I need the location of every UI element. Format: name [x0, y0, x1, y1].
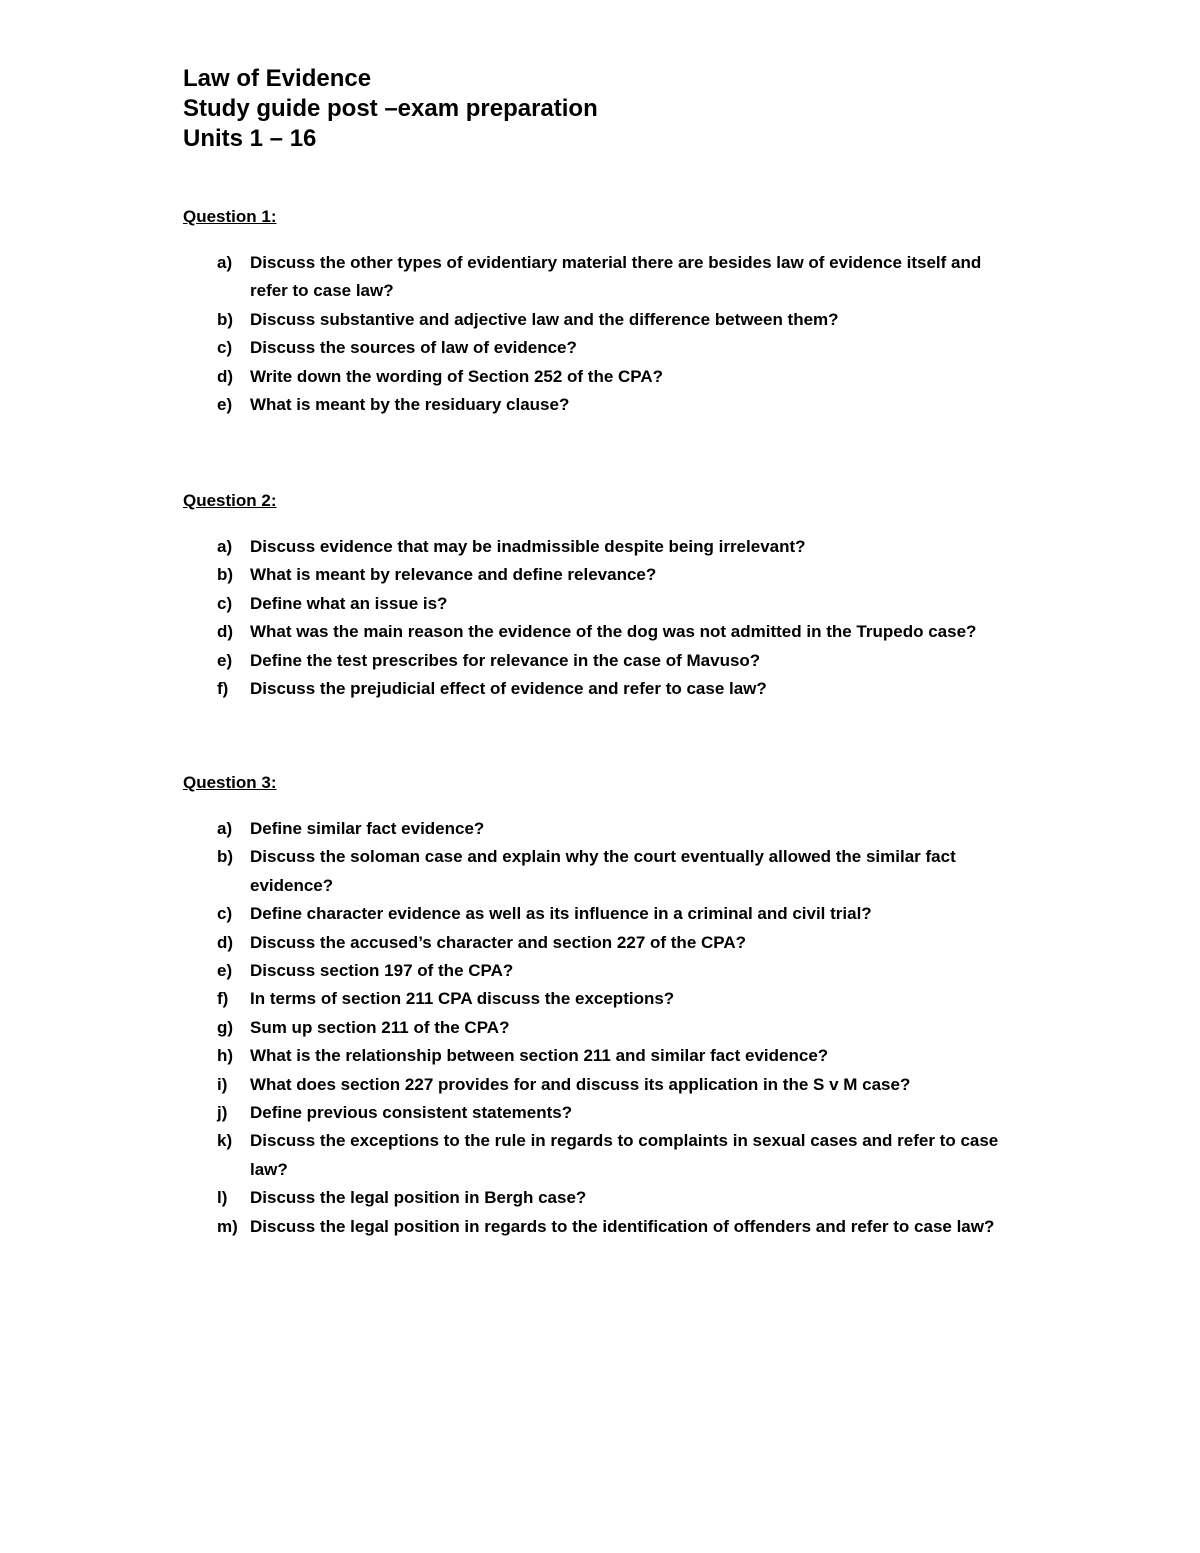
list-item-text: Discuss the exceptions to the rule in regards to complaints in sexual cases and refer to case law?	[250, 1131, 999, 1179]
list-item	[183, 957, 1023, 985]
list-item-text: Define character evidence as well as its influence in a criminal and civil trial?	[250, 904, 872, 924]
list-item	[183, 843, 1023, 900]
list-item	[183, 647, 1023, 675]
list-item	[183, 815, 1023, 843]
list-item-text: Discuss evidence that may be inadmissible despite being irrelevant?	[250, 537, 806, 556]
list-item-text: Discuss section 197 of the CPA?	[250, 961, 514, 981]
list-marker: c)	[217, 593, 233, 613]
document-title: Law of Evidence	[183, 65, 372, 92]
list-item	[183, 561, 1023, 589]
list-marker: j)	[217, 1103, 228, 1123]
question-2-list	[183, 533, 1023, 703]
title-block	[183, 64, 598, 154]
list-item	[183, 391, 1023, 419]
list-item-text: Discuss substantive and adjective law and the difference between them?	[250, 309, 839, 329]
list-marker: k)	[217, 1131, 233, 1151]
list-marker: b)	[217, 847, 234, 867]
list-item-text: What is the relationship between section 211 and similar fact evidence?	[250, 1046, 829, 1066]
document-units: Units 1 – 16	[183, 125, 317, 152]
list-item-text: Define previous consistent statements?	[250, 1103, 573, 1123]
list-item	[183, 363, 1023, 391]
list-item	[183, 1099, 1023, 1127]
list-marker: d)	[217, 932, 234, 952]
question-2-heading: Question 2:	[183, 491, 277, 510]
list-marker: f)	[217, 989, 229, 1009]
list-item-text: Define similar fact evidence?	[250, 819, 485, 838]
list-item	[183, 900, 1023, 928]
list-item	[183, 1184, 1023, 1212]
list-marker: l)	[217, 1188, 228, 1208]
question-2-section	[183, 487, 1023, 703]
list-item	[183, 249, 1023, 306]
list-item-text: Write down the wording of Section 252 of the CPA?	[250, 366, 664, 386]
list-marker: d)	[217, 366, 234, 386]
list-marker: e)	[217, 961, 233, 981]
list-item-text: Discuss the sources of law of evidence?	[250, 338, 577, 358]
list-item-text: What is meant by the residuary clause?	[250, 395, 570, 415]
list-item	[183, 1127, 1023, 1184]
list-item	[183, 533, 1023, 561]
list-marker: e)	[217, 395, 233, 415]
question-1-list	[183, 249, 1023, 419]
list-item-text: Sum up section 211 of the CPA?	[250, 1017, 510, 1037]
list-item	[183, 590, 1023, 618]
list-marker: d)	[217, 622, 234, 642]
list-item-text: Discuss the soloman case and explain why the court eventually allowed the similar fact evidence?	[250, 847, 956, 895]
list-marker: c)	[217, 904, 233, 924]
question-3-list	[183, 815, 1023, 1241]
list-marker: m)	[217, 1216, 238, 1236]
list-marker: e)	[217, 650, 233, 670]
question-3-heading: Question 3:	[183, 773, 277, 792]
list-item-text: What does section 227 provides for and discuss its application in the S v M case?	[250, 1074, 911, 1094]
list-item	[183, 1071, 1023, 1099]
list-marker: h)	[217, 1046, 234, 1066]
question-1-heading: Question 1:	[183, 207, 277, 226]
list-marker: i)	[217, 1074, 228, 1094]
list-item-text: Discuss the accused’s character and section 227 of the CPA?	[250, 932, 747, 952]
list-marker: g)	[217, 1017, 234, 1037]
list-item-text: Discuss the prejudicial effect of evidence and refer to case law?	[250, 679, 767, 699]
list-item-text: Discuss the legal position in Bergh case?	[250, 1188, 587, 1208]
list-item	[183, 1213, 1023, 1241]
document-subtitle: Study guide post –exam preparation	[183, 95, 598, 122]
list-item	[183, 334, 1023, 362]
list-item-text: In terms of section 211 CPA discuss the exceptions?	[250, 989, 675, 1009]
list-item	[183, 1014, 1023, 1042]
list-item-text: Discuss the legal position in regards to the identification of offenders and refer to case law?	[250, 1216, 995, 1236]
list-item-text: Define the test prescribes for relevance in the case of Mavuso?	[250, 650, 761, 670]
list-item	[183, 618, 1023, 646]
list-marker: b)	[217, 309, 234, 329]
list-item-text: What was the main reason the evidence of the dog was not admitted in the Trupedo case?	[250, 622, 977, 642]
list-marker: a)	[217, 537, 233, 556]
list-item	[183, 1042, 1023, 1070]
question-1-section	[183, 203, 1023, 419]
list-item	[183, 929, 1023, 957]
list-item-text: Define what an issue is?	[250, 593, 448, 613]
list-marker: b)	[217, 565, 234, 585]
list-item	[183, 675, 1023, 703]
list-marker: c)	[217, 338, 233, 358]
question-3-section	[183, 769, 1023, 1241]
list-item-text: What is meant by relevance and define relevance?	[250, 565, 657, 585]
list-marker: a)	[217, 819, 233, 838]
list-item	[183, 985, 1023, 1013]
list-marker: f)	[217, 679, 229, 699]
list-item	[183, 306, 1023, 334]
list-item-text: Discuss the other types of evidentiary material there are besides law of evidence itself and refer to case law?	[250, 253, 982, 301]
list-marker: a)	[217, 253, 233, 272]
